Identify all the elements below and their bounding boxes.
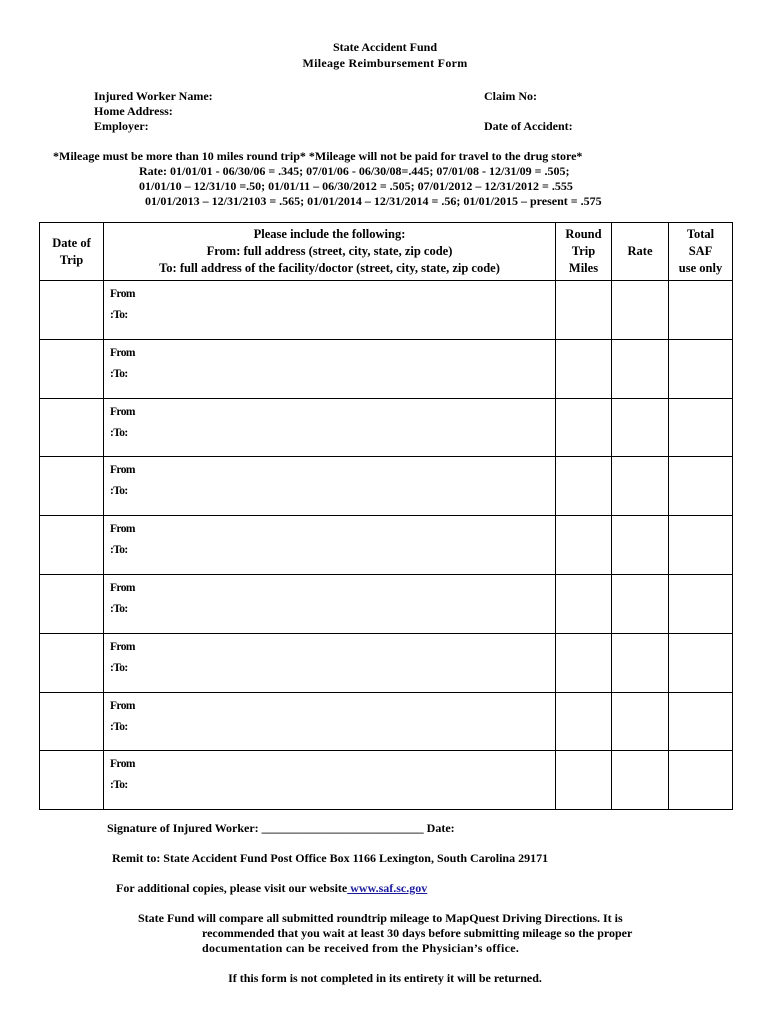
worker-name-label: Injured Worker Name: (94, 89, 213, 103)
total-cell[interactable] (669, 516, 733, 575)
claim-no-label: Claim No: (484, 89, 537, 103)
table-row (40, 516, 733, 575)
date-cell[interactable] (40, 751, 104, 810)
from-label: From (110, 581, 135, 594)
from-label: From (110, 464, 135, 477)
compare-line-3: documentation can be received from the Physician’s office. (202, 941, 520, 955)
rate-cell[interactable] (612, 457, 669, 516)
miles-cell[interactable] (556, 633, 612, 692)
date-cell[interactable] (40, 398, 104, 457)
copies-text: For additional copies, please visit our website www.saf.sc.gov (116, 881, 428, 895)
from-label: From (110, 288, 135, 300)
address-cell[interactable] (104, 751, 556, 810)
to-label: :To: (110, 367, 128, 380)
date-cell[interactable] (40, 516, 104, 575)
rate-cell[interactable] (612, 751, 669, 810)
table-row (40, 457, 733, 516)
signature-line[interactable]: Signature of Injured Worker: ___________________________ Date: (107, 821, 455, 835)
address-cell[interactable] (104, 398, 556, 457)
miles-cell[interactable] (556, 281, 612, 340)
total-cell[interactable] (669, 574, 733, 633)
from-label: From (110, 523, 135, 536)
from-label: From (110, 699, 135, 712)
date-cell[interactable] (40, 339, 104, 398)
col-rate: Rate (612, 223, 669, 281)
date-cell[interactable] (40, 457, 104, 516)
rate-cell[interactable] (612, 574, 669, 633)
table-header (40, 223, 733, 281)
address-cell[interactable] (104, 692, 556, 751)
rate-cell[interactable] (612, 339, 669, 398)
total-cell[interactable] (669, 281, 733, 340)
table-row (40, 339, 733, 398)
total-cell[interactable] (669, 633, 733, 692)
from-label: From (110, 640, 135, 653)
rate-line-1: Rate: 01/01/01 - 06/30/06 = .345; 07/01/06 - 06/30/08=.445; 07/01/08 - 12/31/09 = .505; (139, 164, 570, 178)
table-row (40, 751, 733, 810)
miles-cell[interactable] (556, 574, 612, 633)
rate-cell[interactable] (612, 281, 669, 340)
col-addresses: Please include the following: From: full address (street, city, state, zip code) To: full address of the facility/doctor (street, city, state, zip code) (104, 223, 556, 281)
total-cell[interactable] (669, 457, 733, 516)
to-label: :To: (110, 779, 128, 792)
date-cell[interactable] (40, 281, 104, 340)
to-label: :To: (110, 485, 128, 498)
employer-label: Employer: (94, 119, 149, 133)
date-cell[interactable] (40, 633, 104, 692)
rate-cell[interactable] (612, 398, 669, 457)
table-row (40, 574, 733, 633)
date-cell[interactable] (40, 574, 104, 633)
col-total-saf: Total SAF use only (669, 223, 733, 281)
miles-cell[interactable] (556, 692, 612, 751)
from-label: From (110, 346, 135, 359)
compare-line-1: State Fund will compare all submitted roundtrip mileage to MapQuest Driving Directions. It is (138, 911, 623, 925)
form-title: Mileage Reimbursement Form (302, 56, 468, 70)
remit-address: Remit to: State Accident Fund Post Office Box 1166 Lexington, South Carolina 29171 (112, 851, 549, 865)
address-cell[interactable] (104, 281, 556, 340)
to-label: :To: (110, 720, 128, 733)
address-cell[interactable] (104, 457, 556, 516)
from-label: From (110, 405, 135, 418)
table-row (40, 398, 733, 457)
address-cell[interactable] (104, 633, 556, 692)
compare-line-2: recommended that you wait at least 30 days before submitting mileage so the proper (202, 926, 633, 940)
total-cell[interactable] (669, 751, 733, 810)
rate-cell[interactable] (612, 692, 669, 751)
to-label: :To: (110, 426, 128, 439)
website-link[interactable]: www.saf.sc.gov (347, 881, 428, 895)
col-date-of-trip: Date of Trip (40, 223, 104, 281)
org-title: State Accident Fund (332, 40, 437, 54)
address-cell[interactable] (104, 516, 556, 575)
col-round-trip-miles: Round Trip Miles (556, 223, 612, 281)
from-label: From (110, 758, 135, 771)
table-row (40, 633, 733, 692)
table-row (40, 692, 733, 751)
miles-cell[interactable] (556, 457, 612, 516)
to-label: :To: (110, 309, 128, 321)
to-label: :To: (110, 602, 128, 615)
to-label: :To: (110, 544, 128, 557)
total-cell[interactable] (669, 339, 733, 398)
miles-cell[interactable] (556, 339, 612, 398)
date-of-accident-label: Date of Accident: (484, 119, 573, 133)
address-cell[interactable] (104, 574, 556, 633)
rate-line-2: 01/01/10 – 12/31/10 =.50; 01/01/11 – 06/30/2012 = .505; 07/01/2012 – 12/31/2012 = .555 (139, 179, 573, 193)
total-cell[interactable] (669, 692, 733, 751)
date-cell[interactable] (40, 692, 104, 751)
address-cell[interactable] (104, 339, 556, 398)
trip-table (39, 222, 733, 810)
mileage-notice: *Mileage must be more than 10 miles round trip* *Mileage will not be paid for travel to the drug store* (53, 149, 583, 163)
rate-line-3: 01/01/2013 – 12/31/2103 = .565; 01/01/2014 – 12/31/2014 = .56; 01/01/2015 – present = .575 (145, 194, 602, 208)
home-address-label: Home Address: (94, 104, 173, 118)
rate-cell[interactable] (612, 633, 669, 692)
table-row (40, 281, 733, 340)
to-label: :To: (110, 661, 128, 674)
miles-cell[interactable] (556, 516, 612, 575)
miles-cell[interactable] (556, 398, 612, 457)
total-cell[interactable] (669, 398, 733, 457)
return-warning: If this form is not completed in its entirety it will be returned. (228, 971, 542, 985)
miles-cell[interactable] (556, 751, 612, 810)
rate-cell[interactable] (612, 516, 669, 575)
